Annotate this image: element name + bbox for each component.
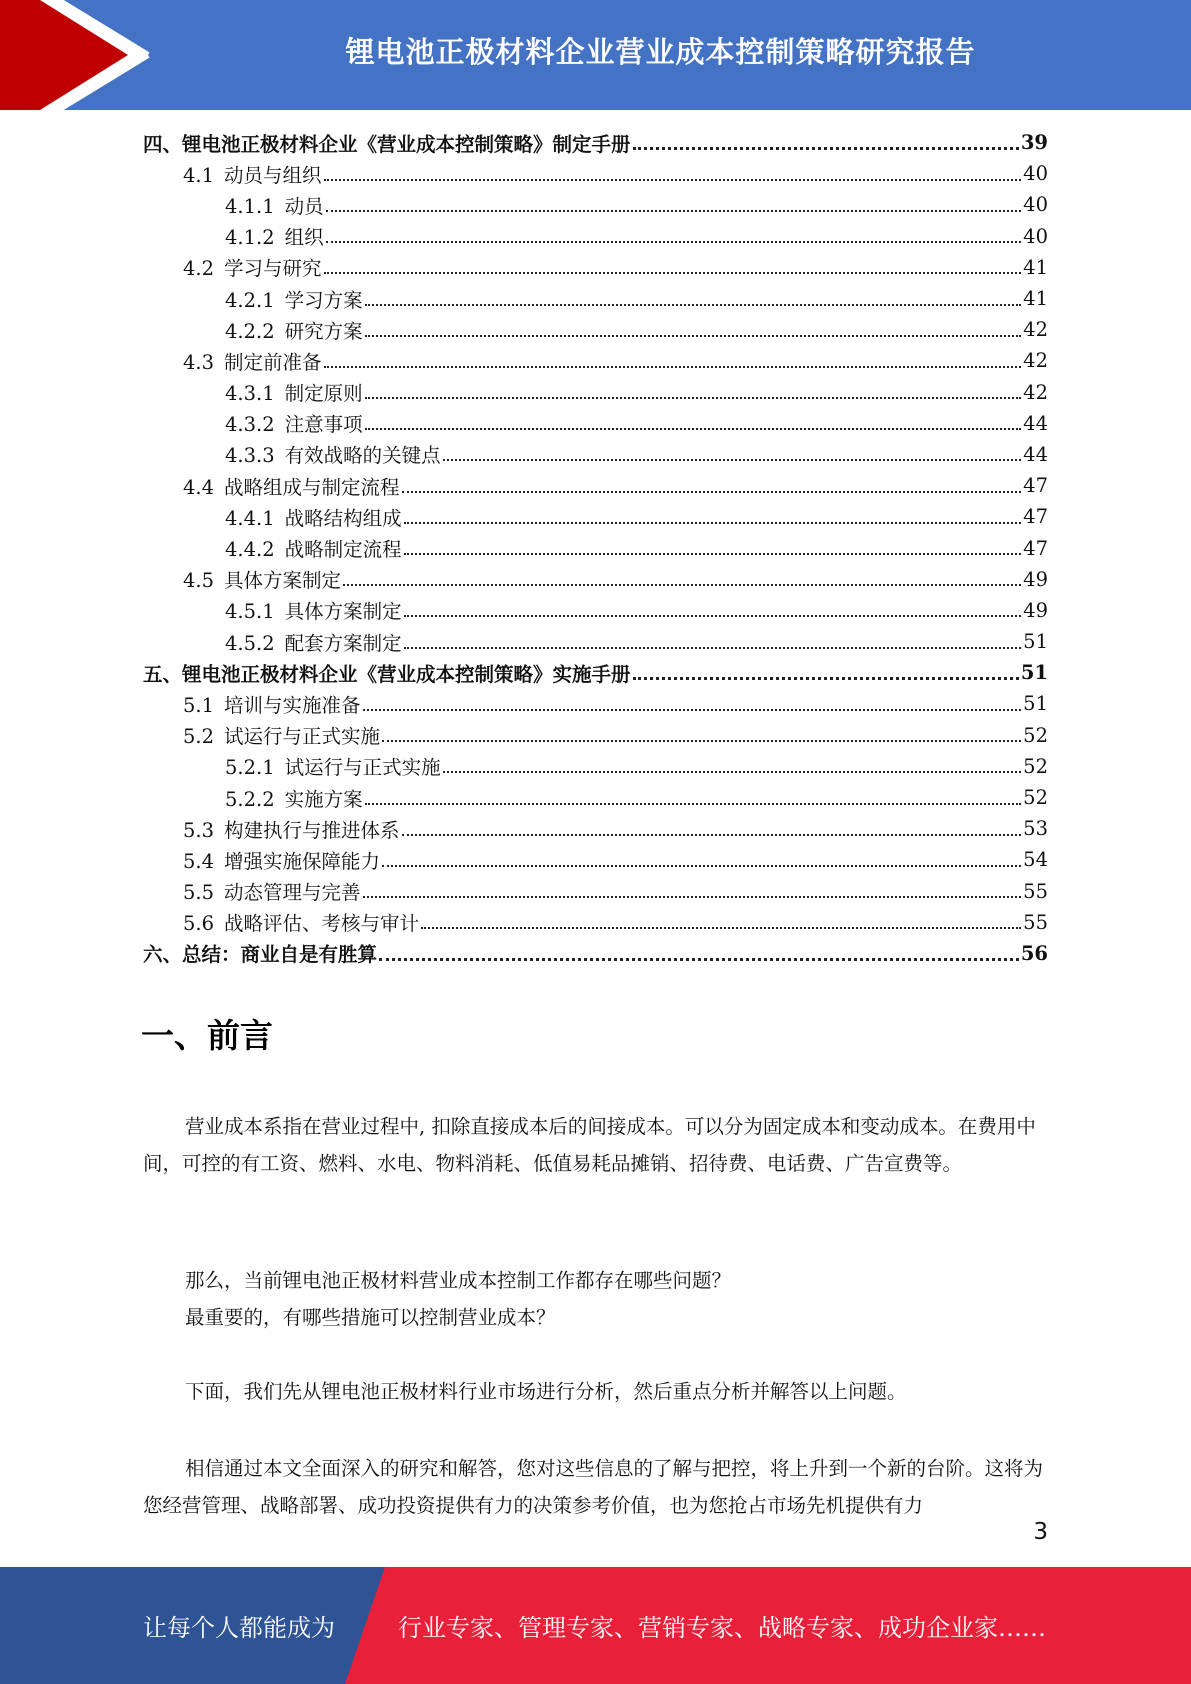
- toc-entry[interactable]: [143, 377, 1048, 408]
- toc-entry-title: 制定前准备: [224, 350, 322, 374]
- paragraph-questions: [143, 1262, 1048, 1336]
- toc-entry-number: 4.5: [183, 569, 215, 593]
- toc-dot-leader: [324, 272, 1022, 274]
- page-footer: [0, 1567, 1191, 1684]
- toc-dot-leader: [633, 147, 1019, 150]
- toc-entry[interactable]: [143, 127, 1048, 158]
- toc-entry-label: [143, 129, 631, 157]
- toc-dot-leader: [633, 677, 1019, 680]
- toc-entry-page: 44: [1023, 442, 1048, 466]
- toc-entry-page: 39: [1020, 131, 1048, 155]
- paragraph-intro: [143, 1108, 1048, 1182]
- toc-entry-label: [225, 378, 363, 406]
- toc-entry-page: 44: [1023, 411, 1048, 435]
- toc-entry-page: 41: [1023, 255, 1048, 279]
- toc-entry[interactable]: [143, 189, 1048, 220]
- toc-entry[interactable]: [143, 876, 1048, 907]
- toc-entry-number: 4.4.2: [225, 538, 275, 562]
- toc-entry-title: 四、锂电池正极材料企业《营业成本控制策略》制定手册: [143, 132, 631, 156]
- toc-entry-number: 5.2: [183, 725, 215, 749]
- toc-dot-leader: [404, 553, 1022, 555]
- toc-entry-title: 具体方案制定: [284, 600, 402, 624]
- toc-entry-number: 5.2.2: [225, 787, 275, 811]
- toc-entry[interactable]: [143, 283, 1048, 314]
- toc-entry-number: 4.4: [183, 475, 215, 499]
- toc-entry-label: [225, 285, 363, 313]
- toc-dot-leader: [379, 958, 1019, 961]
- toc-dot-leader: [365, 304, 1022, 306]
- toc-dot-leader: [382, 740, 1021, 742]
- toc-entry-label: [225, 191, 324, 219]
- toc-entry[interactable]: [143, 501, 1048, 532]
- toc-entry-label: [225, 784, 363, 812]
- toc-entry[interactable]: [143, 470, 1048, 501]
- page-number: 3: [1033, 1519, 1048, 1545]
- toc-entry-title: 配套方案制定: [284, 631, 402, 655]
- toc-entry-title: 有效战略的关键点: [284, 444, 441, 468]
- toc-dot-leader: [443, 771, 1022, 773]
- toc-entry-page: 51: [1023, 692, 1048, 716]
- toc-entry-label: [225, 316, 363, 344]
- report-title: 锂电池正极材料企业营业成本控制策略研究报告: [345, 34, 976, 69]
- toc-entry[interactable]: [143, 938, 1048, 969]
- footer-slogan-left: 让每个人都能成为: [143, 1614, 335, 1642]
- toc-entry-label: [183, 160, 322, 188]
- toc-entry-number: 4.1.1: [225, 194, 275, 218]
- toc-dot-leader: [326, 210, 1022, 212]
- toc-entry-number: 4.2.2: [225, 319, 275, 343]
- toc-entry-page: 47: [1023, 505, 1048, 529]
- toc-entry-label: [183, 472, 400, 500]
- toc-entry-page: 47: [1023, 536, 1048, 560]
- toc-entry-number: 5.5: [183, 881, 215, 905]
- toc-entry-label: [143, 939, 377, 967]
- toc-entry-title: 战略制定流程: [284, 538, 402, 562]
- toc-entry-title: 五、锂电池正极材料企业《营业成本控制策略》实施手册: [143, 662, 631, 686]
- toc-entry-title: 培训与实施准备: [224, 693, 361, 717]
- toc-dot-leader: [404, 647, 1022, 649]
- toc-dot-leader: [365, 397, 1022, 399]
- toc-entry-title: 战略结构组成: [284, 506, 402, 530]
- toc-entry-page: 51: [1020, 661, 1048, 685]
- toc-entry-title: 动员: [284, 194, 324, 218]
- toc-entry[interactable]: [143, 688, 1048, 719]
- toc-entry-page: 40: [1023, 162, 1048, 186]
- toc-entry-page: 47: [1023, 474, 1048, 498]
- toc-dot-leader: [365, 335, 1022, 337]
- toc-entry-title: 注意事项: [284, 413, 363, 437]
- toc-entry-title: 战略评估、考核与审计: [224, 912, 420, 936]
- toc-entry-number: 4.4.1: [225, 506, 275, 530]
- toc-entry[interactable]: [143, 844, 1048, 875]
- toc-entry-page: 49: [1023, 567, 1048, 591]
- toc-entry-title: 学习与研究: [224, 257, 322, 281]
- toc-entry-page: 52: [1023, 723, 1048, 747]
- toc-dot-leader: [365, 803, 1022, 805]
- toc-entry-page: 40: [1023, 224, 1048, 248]
- toc-entry-number: 5.6: [183, 912, 215, 936]
- toc-entry-label: [183, 253, 322, 281]
- toc-entry-page: 41: [1023, 287, 1048, 311]
- toc-dot-leader: [324, 179, 1022, 181]
- toc-entry-number: 4.2.1: [225, 288, 275, 312]
- toc-dot-leader: [363, 896, 1022, 898]
- toc-entry-page: 49: [1023, 598, 1048, 622]
- toc-dot-leader: [343, 584, 1021, 586]
- toc-entry[interactable]: [143, 657, 1048, 688]
- toc-entry[interactable]: [143, 782, 1048, 813]
- section-heading: 一、前言: [141, 1016, 273, 1055]
- toc-entry-title: 实施方案: [284, 787, 363, 811]
- toc-dot-leader: [363, 709, 1022, 711]
- toc-entry-title: 具体方案制定: [224, 569, 342, 593]
- toc-entry-page: 42: [1023, 380, 1048, 404]
- toc-entry-label: [225, 409, 363, 437]
- toc-entry[interactable]: [143, 626, 1048, 657]
- table-of-contents: [143, 127, 1048, 969]
- toc-entry-number: 4.2: [183, 257, 215, 281]
- question-line-2: 最重要的，有哪些措施可以控制营业成本？: [185, 1306, 556, 1329]
- toc-entry-title: 构建执行与推进体系: [224, 818, 400, 842]
- toc-entry[interactable]: [143, 221, 1048, 252]
- toc-entry-title: 增强实施保障能力: [224, 849, 381, 873]
- toc-entry-number: 5.2.1: [225, 756, 275, 780]
- toc-dot-leader: [404, 615, 1022, 617]
- paragraph-conclusion: [143, 1450, 1048, 1524]
- toc-entry-page: 42: [1023, 318, 1048, 342]
- toc-entry-label: [183, 846, 380, 874]
- toc-entry-label: [183, 815, 400, 843]
- toc-entry-page: 54: [1023, 848, 1048, 872]
- toc-entry-number: 5.1: [183, 693, 215, 717]
- toc-entry-page: 56: [1020, 941, 1048, 965]
- toc-entry[interactable]: [143, 408, 1048, 439]
- toc-entry-label: [225, 503, 402, 531]
- toc-entry[interactable]: [143, 314, 1048, 345]
- toc-entry-title: 研究方案: [284, 319, 363, 343]
- toc-entry-label: [183, 565, 341, 593]
- toc-entry-title: 组织: [284, 226, 324, 250]
- toc-entry-label: [225, 440, 441, 468]
- toc-entry-number: 4.3: [183, 350, 215, 374]
- question-line-1: 那么，当前锂电池正极材料营业成本控制工作都存在哪些问题？: [185, 1269, 732, 1292]
- toc-entry-title: 动态管理与完善: [224, 881, 361, 905]
- toc-entry[interactable]: [143, 907, 1048, 938]
- toc-entry[interactable]: [143, 532, 1048, 563]
- paragraph-text: 相信通过本文全面深入的研究和解答，您对这些信息的了解与把控，将上升到一个新的台阶。这将为您经营管理、战略部署、成功投资提供有力的决策参考价值，也为您抢占市场先机提供有力: [143, 1457, 1044, 1517]
- toc-entry-label: [225, 752, 441, 780]
- toc-entry-label: [183, 347, 322, 375]
- toc-entry-label: [225, 596, 402, 624]
- paragraph-text: 下面，我们先从锂电池正极材料行业市场进行分析，然后重点分析并解答以上问题。: [185, 1380, 907, 1403]
- toc-entry[interactable]: [143, 751, 1048, 782]
- toc-entry[interactable]: [143, 345, 1048, 376]
- toc-entry[interactable]: [143, 158, 1048, 189]
- toc-dot-leader: [365, 428, 1022, 430]
- toc-entry[interactable]: [143, 813, 1048, 844]
- paragraph-text: 营业成本系指在营业过程中, 扣除直接成本后的间接成本。可以分为固定成本和变动成本。在费用中间，可控的有工资、燃料、水电、物料消耗、低值易耗品摊销、招待费、电话费、广告宣费等。: [143, 1115, 1036, 1175]
- toc-dot-leader: [443, 459, 1022, 461]
- toc-entry-title: 试运行与正式实施: [284, 756, 441, 780]
- toc-entry-number: 5.4: [183, 849, 215, 873]
- toc-entry-label: [143, 659, 631, 687]
- toc-entry-title: 制定原则: [284, 382, 363, 406]
- toc-entry-title: 试运行与正式实施: [224, 725, 381, 749]
- toc-entry-label: [225, 222, 324, 250]
- toc-entry-number: 4.3.2: [225, 413, 275, 437]
- toc-entry-page: 40: [1023, 193, 1048, 217]
- toc-entry-number: 4.3.3: [225, 444, 275, 468]
- toc-dot-leader: [382, 865, 1021, 867]
- toc-entry-page: 52: [1023, 754, 1048, 778]
- toc-entry-number: 5.3: [183, 818, 215, 842]
- toc-dot-leader: [404, 522, 1022, 524]
- toc-entry-title: 学习方案: [284, 288, 363, 312]
- toc-entry-page: 53: [1023, 817, 1048, 841]
- toc-entry[interactable]: [143, 595, 1048, 626]
- toc-entry-number: 4.1: [183, 163, 215, 187]
- toc-entry-title: 六、总结：商业自是有胜算: [143, 943, 378, 967]
- paragraph-analysis: [143, 1373, 1048, 1410]
- toc-entry-page: 55: [1023, 910, 1048, 934]
- toc-entry-label: [225, 534, 402, 562]
- toc-entry-page: 55: [1023, 879, 1048, 903]
- toc-entry[interactable]: [143, 720, 1048, 751]
- toc-entry-number: 4.5.2: [225, 631, 275, 655]
- toc-entry[interactable]: [143, 564, 1048, 595]
- toc-entry-label: [183, 877, 361, 905]
- toc-entry-label: [225, 628, 402, 656]
- toc-entry-number: 4.5.1: [225, 600, 275, 624]
- toc-dot-leader: [402, 491, 1022, 493]
- toc-entry-page: 52: [1023, 786, 1048, 810]
- toc-dot-leader: [326, 241, 1022, 243]
- toc-dot-leader: [402, 834, 1022, 836]
- toc-entry[interactable]: [143, 439, 1048, 470]
- toc-dot-leader: [324, 366, 1022, 368]
- toc-entry-page: 51: [1023, 630, 1048, 654]
- toc-entry-page: 42: [1023, 349, 1048, 373]
- footer-slogan-right: 行业专家、管理专家、营销专家、战略专家、成功企业家……: [398, 1614, 1046, 1642]
- toc-entry-number: 4.1.2: [225, 226, 275, 250]
- toc-entry-label: [183, 908, 419, 936]
- toc-entry-number: 4.3.1: [225, 382, 275, 406]
- toc-entry-label: [183, 690, 361, 718]
- toc-dot-leader: [421, 927, 1021, 929]
- page-header: [0, 0, 1191, 110]
- toc-entry-title: 战略组成与制定流程: [224, 475, 400, 499]
- toc-entry[interactable]: [143, 252, 1048, 283]
- toc-entry-title: 动员与组织: [224, 163, 322, 187]
- toc-entry-label: [183, 721, 380, 749]
